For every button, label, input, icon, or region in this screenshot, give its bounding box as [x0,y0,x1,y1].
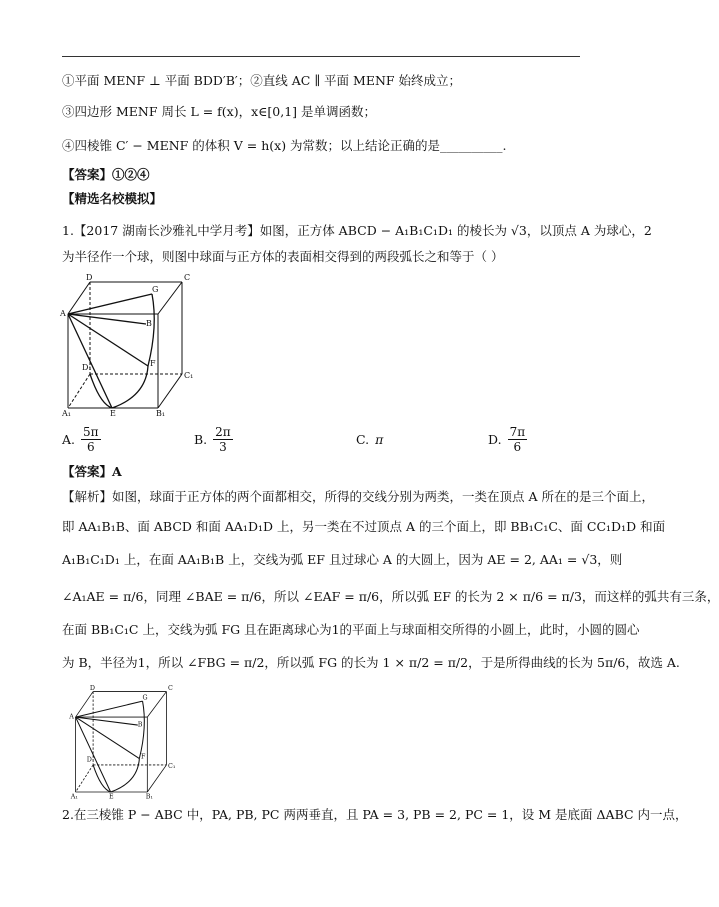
label-A: A [60,309,66,318]
fig2-label-E: E [109,792,114,801]
label-G: G [152,285,159,294]
fig2-label-B: B [137,720,143,729]
option-b-num: 2π [215,425,231,439]
fig2-label-G: G [142,693,148,702]
label-A1: A₁ [62,409,71,418]
label-F: F [150,359,156,368]
option-b-den: 3 [219,440,227,454]
fig2-label-D: D [89,683,96,692]
option-d [488,425,527,454]
top-rule [62,56,580,57]
section-heading: 【精选名校模拟】 [62,191,163,206]
fig2-label-B1: B₁ [145,792,153,801]
solution-line-3: A₁B₁C₁D₁ 上，在面 AA₁B₁B 上，交线为弧 EF 且过球心 A 的大圆上，因为 AE = 2, AA₁ = √3，则 [62,552,623,567]
option-c-label: C. [356,432,370,447]
solution-line-4: ∠A₁AE = π/6，同理 ∠BAE = π/6，所以 ∠EAF = π/6，所以弧 EF 的长为 2 × π/6 = π/3，而这样的弧共有三条， [62,589,719,604]
option-d-fraction [508,425,528,454]
option-d-label: D. [488,432,502,447]
option-a [62,425,101,454]
fig2-label-C1: C₁ [168,762,176,771]
label-D: D [86,273,93,282]
option-b-label: B. [194,432,208,447]
solution-line-1: 【解析】如图，球面于正方体的两个面都相交，所得的交线分别为两类，一类在顶点 A 所在的是三个面上， [62,489,654,504]
intro-line-1: ①平面 MENF ⊥ 平面 BDD′B′；②直线 AC ∥ 平面 MENF 始终成立； [62,73,462,88]
question-2: 2.在三棱锥 P − ABC 中，PA, PB, PC 两两垂直，且 PA = 3, PB = 2, PC = 1，设 M 是底面 ΔABC 内一点， [62,807,688,822]
label-D1: D₁ [82,363,92,372]
solution-line-6: 为 B，半径为1，所以 ∠FBG = π/2，所以弧 FG 的长为 1 × π/2 = π/2，于是所得曲线的长为 5π/6，故选 A. [62,655,680,670]
question-1-line-2: 为半径作一个球，则图中球面与正方体的表面相交得到的两段弧长之和等于（ ） [62,249,504,264]
option-b-fraction [213,425,233,454]
answer-2: 【答案】A [62,464,122,479]
option-c-text: π [375,432,384,447]
option-a-fraction [81,425,101,454]
option-b [194,425,233,454]
option-a-num: 5π [83,425,99,439]
label-C: C [184,273,191,282]
intro-line-3: ④四棱锥 C′ − MENF 的体积 V = h(x) 为常数；以上结论正确的是__________. [62,138,507,153]
option-d-num: 7π [509,425,526,439]
fig2-label-F: F [140,752,146,761]
label-B1: B₁ [156,409,166,418]
fig2-label-A1: A₁ [70,792,78,801]
answer-1: 【答案】①②④ [62,167,150,182]
option-d-den: 6 [513,440,522,454]
label-C1: C₁ [184,371,194,380]
option-a-den: 6 [86,440,95,454]
solution-line-5: 在面 BB₁C₁C 上，交线为弧 FG 且在距离球心为1的平面上与球面相交所得的小圆上，此时，小圆的圆心 [62,622,640,637]
option-c [356,432,383,447]
fig2-label-D1: D₁ [86,755,95,764]
fig2-label-A: A [69,712,74,721]
fig2-label-C: C [168,683,173,692]
label-E: E [110,409,116,418]
option-a-label: A. [62,432,76,447]
label-B: B [146,319,152,328]
solution-line-2: 即 AA₁B₁B、面 ABCD 和面 AA₁D₁D 上，另一类在不过顶点 A 的三个面上，即 BB₁C₁C、面 CC₁D₁D 和面 [62,519,666,534]
cube-figure-1 [60,270,200,418]
question-1-line-1: 1.【2017 湖南长沙雅礼中学月考】如图，正方体 ABCD − A₁B₁C₁D₁ 的棱长为 √3，以顶点 A 为球心，2 [62,223,652,238]
intro-line-2: ③四边形 MENF 周长 L = f(x)，x∈[0,1] 是单调函数； [62,104,377,119]
cube-figure-2 [60,682,190,800]
